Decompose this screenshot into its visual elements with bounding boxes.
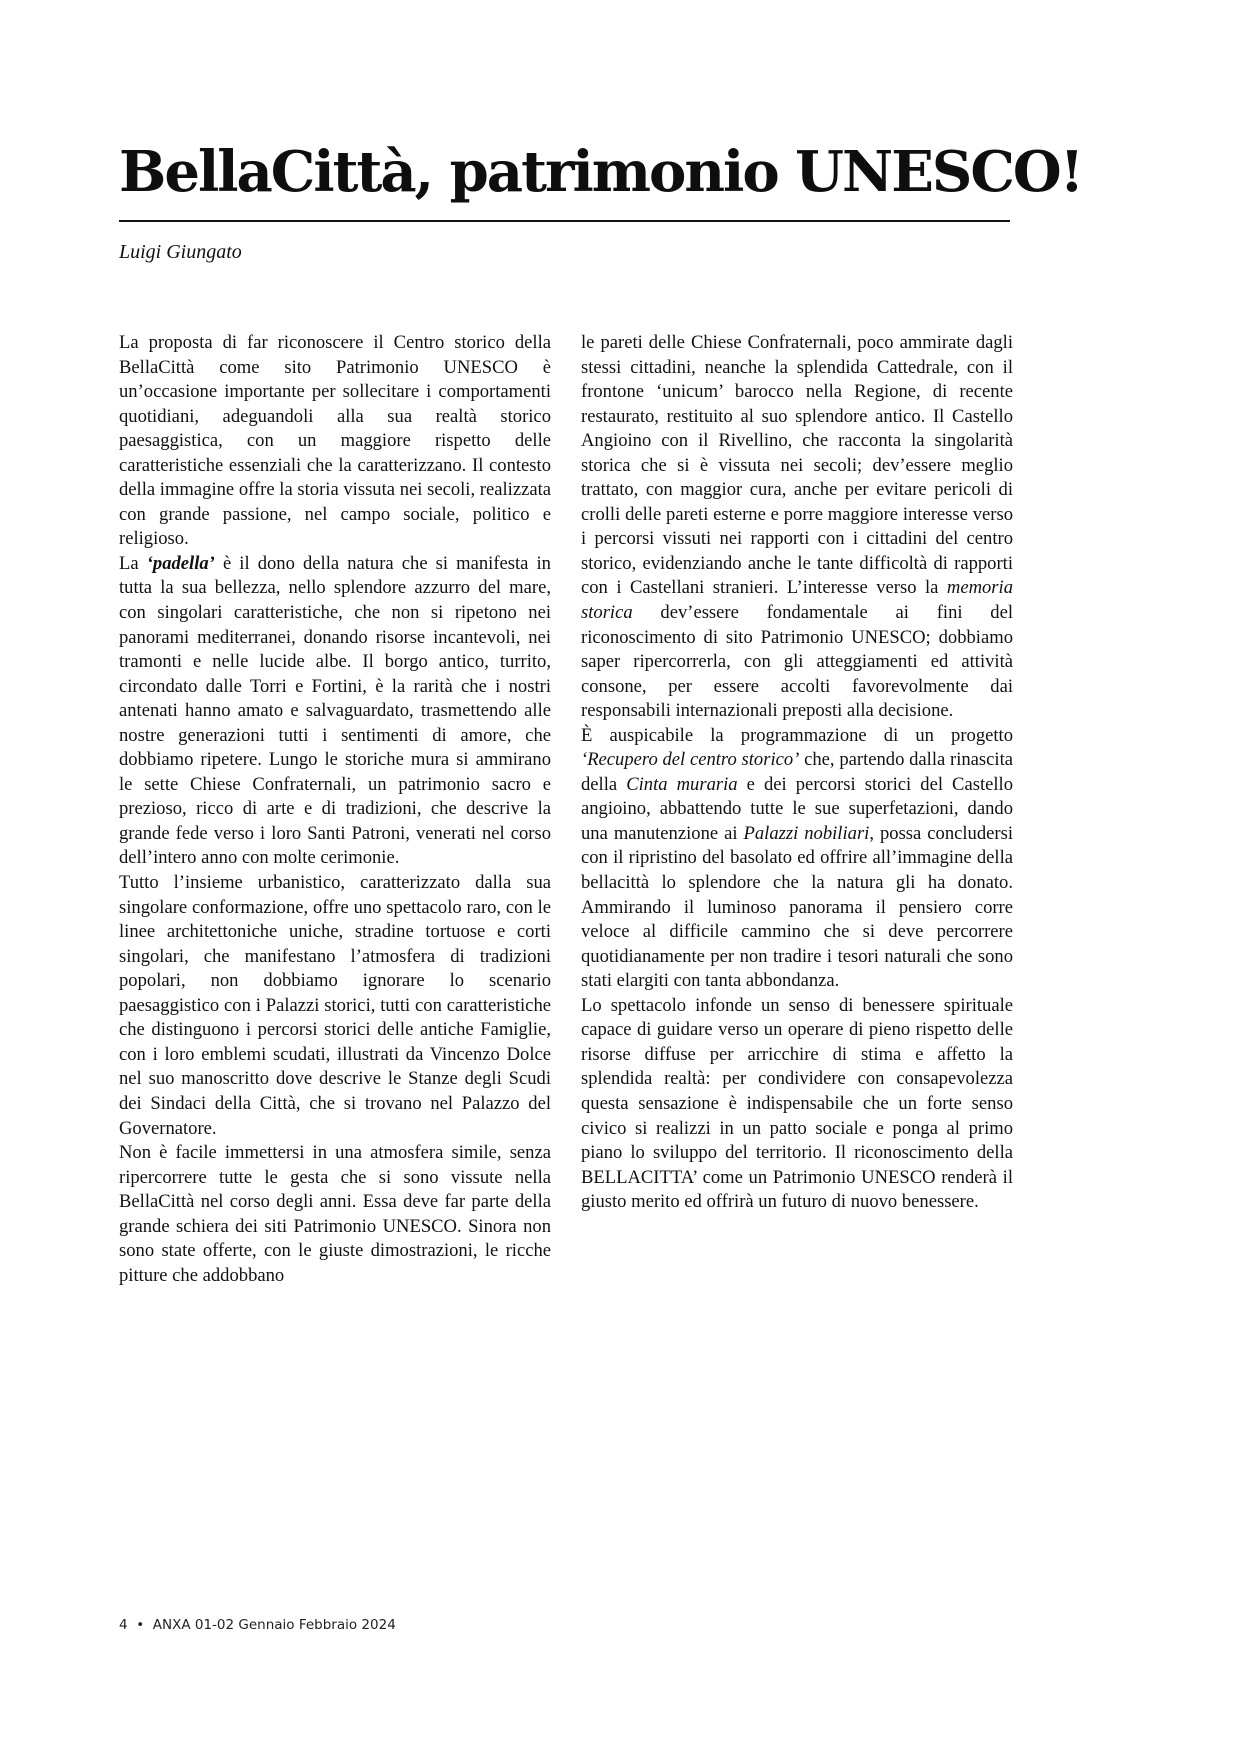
paragraph: Tutto l’insieme urbanistico, caratterizzato dalla sua singolare conformazione, offre uno spettacolo raro, con le linee architettoniche uniche, stradine tortuose e corti singolari, che manifestano l’atmosfera di tradizioni popolari, non dobbiamo ignorare lo scenario paesaggistico con i Palazzi storici, tutti con caratteristiche che distinguono i percorsi storici delle antiche Famiglie, con i loro emblemi scudati, illustrati da Vincenzo Dolce nel suo manoscritto dove descrive le Stanze degli Scudi dei Sindaci della Città, che si trovano nel Palazzo del Governatore.	[119, 872, 551, 1139]
article-title: BellaCittà, patrimonio UNESCO!	[119, 139, 1083, 205]
paragraph-text: La	[119, 552, 147, 574]
paragraph-text: è il dono della natura che si manifesta in tutta la sua bellezza, nello splendore azzurro del mare, con singolari caratteristiche, che non si ripetono nei panorami mediterranei, donando risorse incantevoli, nei tramonti e nelle lucide albe. Il borgo antico, turrito, circondato dalle Torri e Fortini, è la rarità che i nostri antenati hanno amato e salvaguardato, trasmettendo alle nostre generazioni tutti i sentimenti di amore, che dobbiamo ripetere. Lungo le storiche mura si ammirano le sette Chiese Confraternali, un patrimonio sacro e prezioso, ricco di arte e di tradizioni, che descrive la grande fede verso i loro Santi Patroni, venerati nel corso dell’intero anno con molte cerimonie.	[119, 552, 551, 869]
title-divider	[119, 220, 1010, 222]
article-column-left	[119, 331, 551, 1288]
paragraph-text: e dei percorsi storici del Castello angioino, abbattendo tutte le sue superfetazioni, dando una manutenzione ai	[581, 773, 1013, 844]
paragraph	[581, 724, 1013, 994]
paragraph: La proposta di far riconoscere il Centro storico della BellaCittà come sito Patrimonio UNESCO è un’occasione importante per sollecitare i comportamenti quotidiani, adeguandoli alla sua realtà storico paesaggistica, con un maggiore rispetto delle caratteristiche essenziali che la caratterizzano. Il contesto della immagine offre la storia vissuta nei secoli, realizzata con grande passione, nel campo sociale, politico e religioso.	[119, 332, 551, 550]
paragraph-text: , possa concludersi con il ripristino del basolato ed offrire all’immagine della bellacittà lo splendore che la natura gli ha donato. Ammirando il luminoso panorama il pensiero corre veloce al difficile cammino che si deve percorrere quotidianamente per non tradire i tesori naturali che sono stati elargiti con tanta abbondanza.	[581, 822, 1013, 992]
paragraph-text: le pareti delle Chiese Confraternali, poco ammirate dagli stessi cittadini, neanche la splendida Cattedrale, con il frontone ‘unicum’ barocco nella Regione, di recente restaurato, restituito al suo splendore antico. Il Castello Angioino con il Rivellino, che racconta la singolarità storica che si è vissuta nei secoli; dev’essere meglio trattato, con maggior cura, anche per evitare pericoli di crolli delle pareti esterne e porre maggiore interesse verso i percorsi vissuti nei rapporti con i cittadini del centro storico, evidenziando anche le tante difficoltà di rapporti con i Castellani stranieri. L’interesse verso la	[581, 332, 1013, 599]
emphasis-text: Palazzi nobiliari	[743, 822, 870, 844]
article-author: Luigi Giungato	[119, 241, 242, 263]
article-column-right	[581, 331, 1013, 1215]
paragraph	[581, 331, 1013, 724]
paragraph-text: È auspicabile la programmazione di un progetto	[581, 724, 1013, 746]
emphasis-text: ‘Recupero del centro storico’	[581, 749, 800, 771]
emphasis-text: Cinta muraria	[626, 773, 738, 795]
emphasis-text: memoria storica	[581, 577, 1013, 624]
paragraph	[119, 552, 551, 871]
footer-separator: •	[136, 1617, 145, 1633]
page-footer	[119, 1615, 396, 1635]
paragraph: Lo spettacolo infonde un senso di benessere spirituale capace di guidare verso un operare di pieno rispetto delle risorse diffuse per arricchire di stima e affetto la splendida realtà: per condividere con consapevolezza questa sensazione è indispensabile che un forte senso civico si realizzi in un patto sociale e ponga al primo piano lo sviluppo del territorio. Il riconoscimento della BELLACITTA’ come un Patrimonio UNESCO renderà il giusto merito ed offrirà un futuro di nuovo benessere.	[581, 994, 1013, 1213]
paragraph-text: che, partendo dalla rinascita della	[581, 749, 1013, 795]
paragraph-text: dev’essere fondamentale ai fini del riconoscimento di sito Patrimonio UNESCO; dobbiamo saper ripercorrerla, con gli atteggiamenti ed attività consone, per essere accolti favorevolmente dai responsabili internazionali preposti alla decisione.	[581, 602, 1013, 722]
page-number: 4	[119, 1617, 128, 1633]
paragraph: Non è facile immettersi in una atmosfera simile, senza ripercorrere tutte le gesta che si sono vissute nella BellaCittà nel corso degli anni. Essa deve far parte della grande schiera dei siti Patrimonio UNESCO. Sinora non sono state offerte, con le giuste dimostrazioni, le ricche pitture che addobbano	[119, 1142, 551, 1286]
publication-info: ANXA 01-02 Gennaio Febbraio 2024	[152, 1617, 396, 1633]
emphasis-text: ‘padella’	[146, 552, 215, 574]
